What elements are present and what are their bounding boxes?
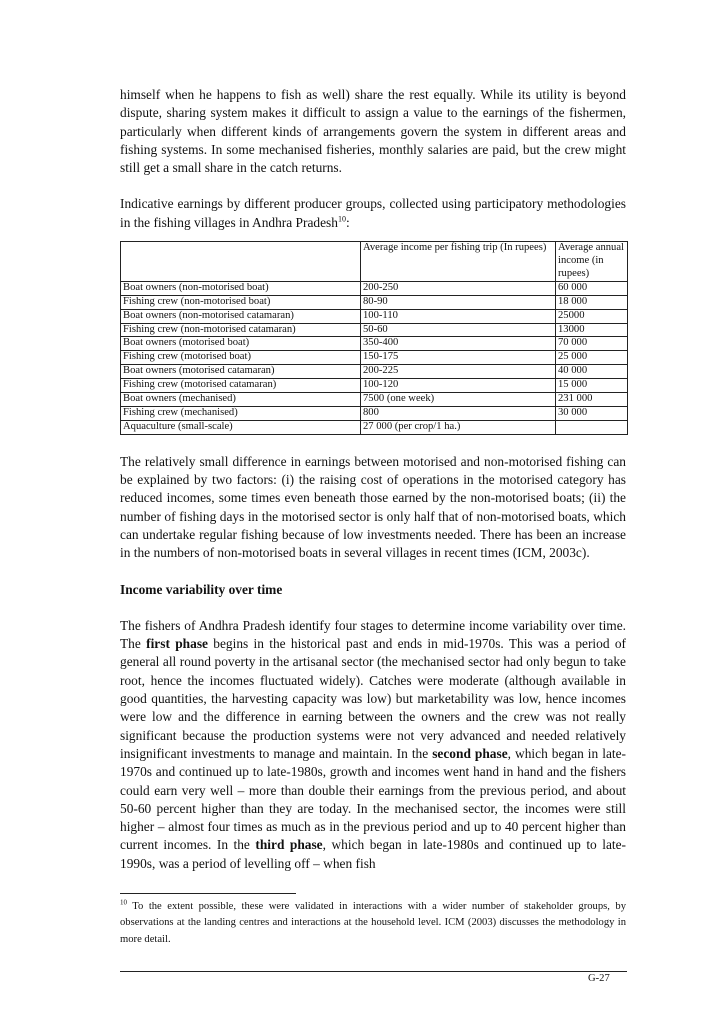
table-row bbox=[121, 281, 628, 295]
footnote-divider bbox=[120, 893, 296, 894]
trip-income-cell: 350-400 bbox=[361, 337, 556, 351]
group-cell: Fishing crew (non-motorised catamaran) bbox=[121, 323, 361, 337]
section-heading: Income variability over time bbox=[120, 581, 283, 597]
table-row bbox=[121, 309, 628, 323]
trip-income-cell: 100-120 bbox=[361, 379, 556, 393]
annual-income-cell bbox=[556, 420, 628, 434]
phases-text-3: , which began in late-1970s and continued up to late-1980s, growth and incomes went hand in hand and the fishers could earn very well – more than double their earnings from the previous period, and about 50-60 percent higher than they are today. In the mechanised sector, the incomes were still higher – almost four times as much as in the previous period and up to 40 percent higher than current incomes. In the bbox=[120, 745, 627, 853]
phases-text-4: , which began in late-1980s and continued up to late-1990s, was a period of levelling off – when fish bbox=[120, 837, 627, 871]
trip-income-cell: 800 bbox=[361, 406, 556, 420]
phases-paragraph bbox=[120, 617, 626, 873]
table-row bbox=[121, 406, 628, 420]
annual-income-cell: 15 000 bbox=[556, 379, 628, 393]
trip-income-cell: 80-90 bbox=[361, 295, 556, 309]
trip-income-cell: 27 000 (per crop/1 ha.) bbox=[361, 420, 556, 434]
group-cell: Fishing crew (motorised catamaran) bbox=[121, 379, 361, 393]
header-cell-annual: Average annual income (in rupees) bbox=[556, 242, 628, 282]
table-row bbox=[121, 420, 628, 434]
group-cell: Aquaculture (small-scale) bbox=[121, 420, 361, 434]
group-cell: Fishing crew (non-motorised boat) bbox=[121, 295, 361, 309]
header-cell-group bbox=[121, 242, 361, 282]
table-intro-text: Indicative earnings by different producer groups, collected using participatory methodologies in the fishing villages in Andhra Pradesh bbox=[120, 196, 626, 230]
footnote-number: 10 bbox=[120, 898, 127, 907]
group-cell: Fishing crew (motorised boat) bbox=[121, 351, 361, 365]
table-row bbox=[121, 351, 628, 365]
table-header-row bbox=[121, 242, 628, 282]
page-content bbox=[120, 86, 626, 873]
group-cell: Boat owners (motorised catamaran) bbox=[121, 365, 361, 379]
table-row bbox=[121, 323, 628, 337]
table-intro-colon: : bbox=[345, 214, 350, 230]
earnings-table bbox=[120, 241, 628, 435]
table-row bbox=[121, 337, 628, 351]
annual-income-cell: 25 000 bbox=[556, 351, 628, 365]
annual-income-cell: 18 000 bbox=[556, 295, 628, 309]
table-intro-paragraph bbox=[120, 195, 626, 232]
footnote bbox=[120, 899, 626, 948]
annual-income-cell: 40 000 bbox=[556, 365, 628, 379]
annual-income-cell: 70 000 bbox=[556, 337, 628, 351]
footnote-text: To the extent possible, these were validated in interactions with a wider number of stakeholder groups, by observations at the landing centres and interactions at the household level. ICM (2003) discusses the methodology in more detail. bbox=[120, 901, 626, 945]
table-row bbox=[121, 295, 628, 309]
header-cell-trip: Average income per fishing trip (In rupees) bbox=[361, 242, 556, 282]
first-phase-term: first phase bbox=[146, 636, 208, 652]
trip-income-cell: 200-225 bbox=[361, 365, 556, 379]
trip-income-cell: 100-110 bbox=[361, 309, 556, 323]
annual-income-cell: 25000 bbox=[556, 309, 628, 323]
annual-income-cell: 60 000 bbox=[556, 281, 628, 295]
group-cell: Fishing crew (mechanised) bbox=[121, 406, 361, 420]
annual-income-cell: 13000 bbox=[556, 323, 628, 337]
page-number: G-27 bbox=[588, 973, 610, 984]
table-row bbox=[121, 379, 628, 393]
second-phase-term: second phase bbox=[432, 745, 508, 761]
group-cell: Boat owners (mechanised) bbox=[121, 393, 361, 407]
footnote-ref: 10 bbox=[337, 214, 346, 224]
group-cell: Boat owners (non-motorised catamaran) bbox=[121, 309, 361, 323]
phases-text-1: The fishers of Andhra Pradesh identify four stages to determine income variability over time. The bbox=[120, 617, 626, 652]
annual-income-cell: 30 000 bbox=[556, 406, 628, 420]
group-cell: Boat owners (non-motorised boat) bbox=[121, 281, 361, 295]
intro-paragraph: himself when he happens to fish as well) share the rest equally. While its utility is beyond dispute, sharing system makes it difficult to assign a value to the earnings of the fishermen, particularly when different kinds of arrangements govern the system in different areas and fishing systems. In some mechanised fisheries, monthly salaries are paid, but the crew might still get a small share in the catch returns. bbox=[120, 87, 626, 176]
relative-difference-paragraph: The relatively small difference in earnings between motorised and non-motorised fishing can be explained by two factors: (i) the raising cost of operations in the motorised category has reduced incomes, some times even beneath those earned by the non-motorised boats; (ii) the number of fishing days in the motorised sector is only half that of non-motorised boats, which can undertake regular fishing because of low investments needed. There has been an increase in the numbers of non-motorised boats in several villages in recent times (ICM, 2003c). bbox=[120, 453, 626, 561]
table-row bbox=[121, 365, 628, 379]
third-phase-term: third phase bbox=[255, 837, 323, 853]
trip-income-cell: 150-175 bbox=[361, 351, 556, 365]
phases-text-2: begins in the historical past and ends in mid-1970s. This was a period of general all round poverty in the artisanal sector (the mechanised sector had only begun to take root, hence the incomes fluctuated widely). Catches were moderate (although available in good quantities, the harvesting capacity was low) but marketability was low, hence incomes were low and the difference in earning between the owners and the crew was not really significant because the production systems were not very advanced and needed relatively insignificant investments to manage and maintain. In the bbox=[120, 636, 626, 761]
trip-income-cell: 200-250 bbox=[361, 281, 556, 295]
trip-income-cell: 7500 (one week) bbox=[361, 393, 556, 407]
table-row bbox=[121, 393, 628, 407]
annual-income-cell: 231 000 bbox=[556, 393, 628, 407]
trip-income-cell: 50-60 bbox=[361, 323, 556, 337]
group-cell: Boat owners (motorised boat) bbox=[121, 337, 361, 351]
footer-divider bbox=[120, 971, 627, 972]
